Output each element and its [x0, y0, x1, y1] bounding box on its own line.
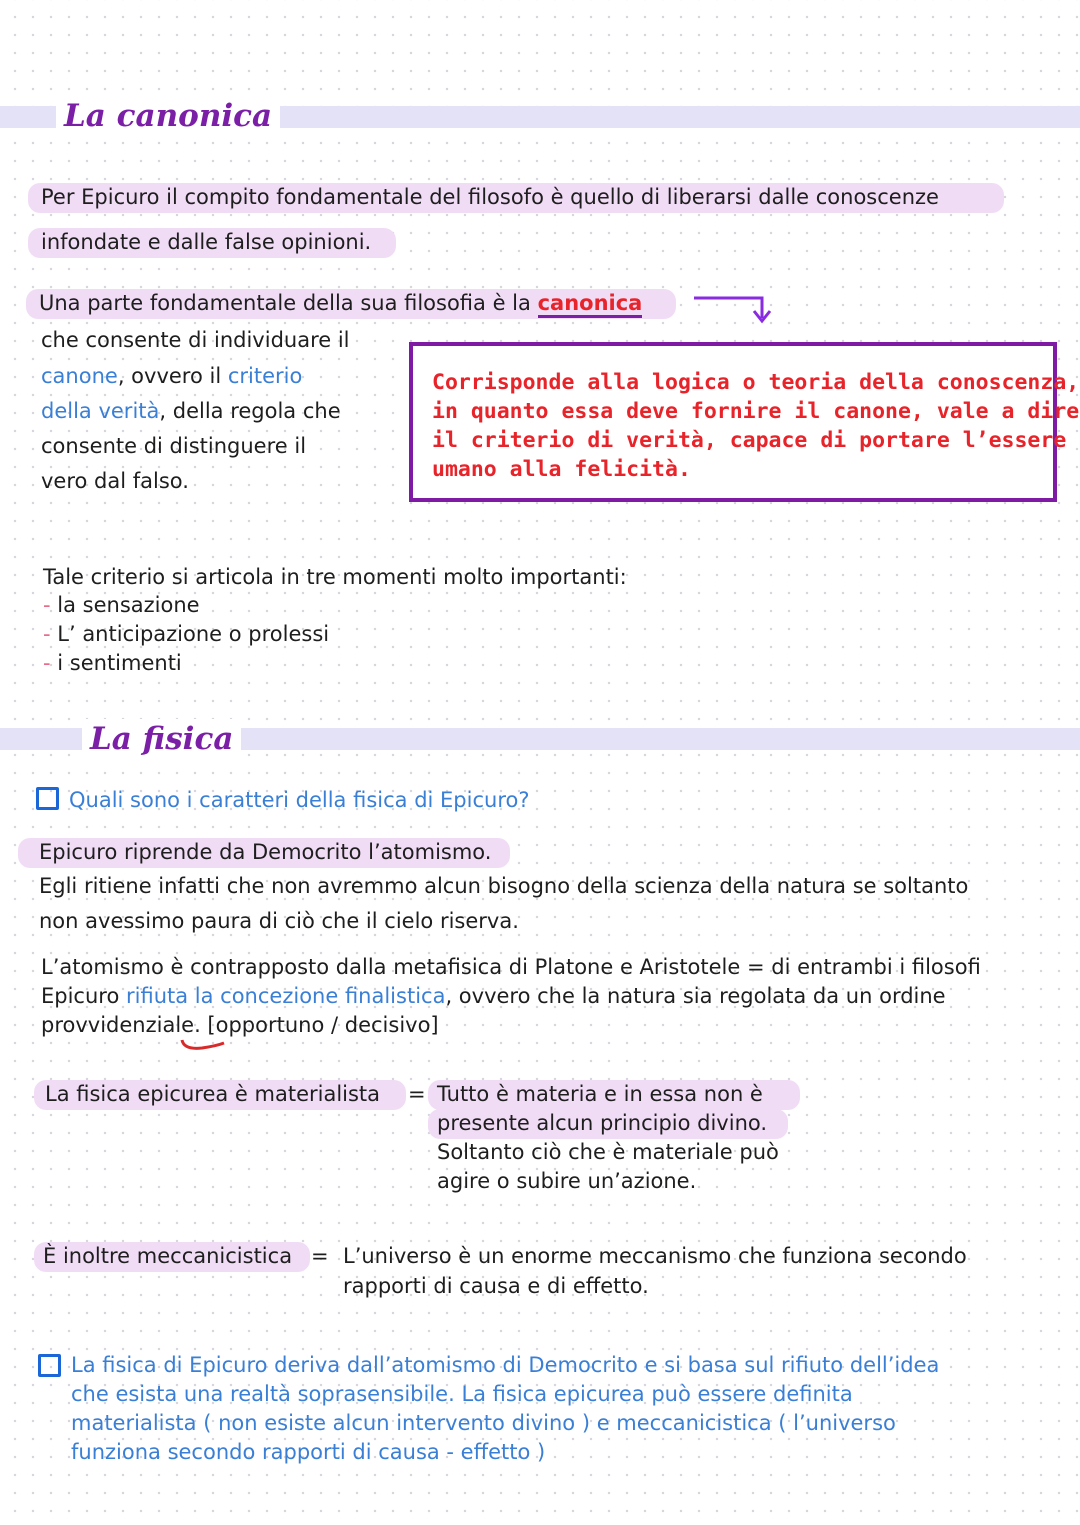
question-text: Quali sono i caratteri della fisica di Epicuro? — [69, 788, 530, 812]
section-title-canonica: La canonica — [56, 96, 280, 136]
p2-line-3: provvidenziale. [opportuno / decisivo] — [41, 1013, 439, 1037]
materialista-desc-2: presente alcun principio divino. — [437, 1111, 768, 1135]
arrow-icon — [690, 290, 780, 330]
criterio-word: criterio — [227, 364, 303, 388]
summary-line-4: funziona secondo rapporti di causa - effetto ) — [71, 1440, 546, 1464]
meccanicistica-desc-2: rapporti di causa e di effetto. — [343, 1274, 649, 1298]
materialista-eq: = — [408, 1082, 426, 1106]
moment-item: - i sentimenti — [43, 651, 182, 675]
curved-arrow-icon — [178, 1036, 230, 1054]
canonica-sentence — [39, 289, 642, 318]
checkbox-icon[interactable] — [38, 1354, 61, 1377]
ovvero-text: , ovvero il — [117, 364, 222, 388]
moment-item: - la sensazione — [43, 593, 200, 617]
canone-word: canone — [41, 364, 118, 388]
p2-epicuro: Epicuro — [41, 984, 120, 1008]
left-line-1: che consente di individuare il — [41, 328, 350, 352]
p1-line-3: non avessimo paura di ciò che il cielo riserva. — [39, 909, 519, 933]
materialista-desc-1: Tutto è materia e in essa non è — [437, 1082, 763, 1106]
moment-label: la sensazione — [57, 593, 200, 617]
criterio-intro: Tale criterio si articola in tre momenti molto importanti: — [43, 565, 627, 589]
verita-word: della verità — [41, 399, 160, 423]
p2-line-2 — [41, 982, 946, 1011]
box-line-3: il criterio di verità, capace di portare l’essere — [432, 428, 1067, 453]
section-title-fisica: La fisica — [82, 719, 241, 759]
box-line-2: in quanto essa deve fornire il canone, vale a dire — [432, 399, 1080, 424]
p1-highlight-text: Epicuro riprende da Democrito l’atomismo. — [39, 840, 492, 864]
moment-label: i sentimenti — [57, 651, 182, 675]
intro-line-1: Per Epicuro il compito fondamentale del filosofo è quello di liberarsi dalle conoscenze — [41, 185, 939, 209]
checkbox-icon[interactable] — [36, 787, 59, 810]
p1-line-2: Egli ritiene infatti che non avremmo alcun bisogno della scienza della natura se soltanto — [39, 874, 969, 898]
left-line-3 — [41, 397, 341, 426]
left-line-5: vero dal falso. — [41, 469, 189, 493]
summary-line-1: La fisica di Epicuro deriva dall’atomismo di Democrito e si basa sul rifiuto dell’idea — [71, 1353, 940, 1377]
left-line-4: consente di distinguere il — [41, 434, 307, 458]
canonica-prefix: Una parte fondamentale della sua filosofia è la — [39, 291, 531, 315]
canonica-definition-box — [409, 342, 1080, 502]
box-line-1: Corrisponde alla logica o teoria della conoscenza, — [432, 370, 1080, 395]
regola-text: , della regola che — [159, 399, 341, 423]
canonica-word: canonica — [538, 291, 643, 318]
p2-blue-phrase: rifiuta la concezione finalistica — [126, 984, 446, 1008]
meccanicistica-eq: = — [311, 1244, 329, 1268]
intro-line-2: infondate e dalle false opinioni. — [41, 230, 372, 254]
moment-label: L’ anticipazione o prolessi — [57, 622, 330, 646]
materialista-label: La fisica epicurea è materialista — [45, 1082, 381, 1106]
materialista-desc-4: agire o subire un’azione. — [437, 1169, 697, 1193]
summary-line-3: materialista ( non esiste alcun intervento divino ) e meccanicistica ( l’universo — [71, 1411, 896, 1435]
moment-item: - L’ anticipazione o prolessi — [43, 622, 330, 646]
p2-line-1: L’atomismo è contrapposto dalla metafisica di Platone e Aristotele = di entrambi i filosofi — [41, 955, 981, 979]
question-line — [36, 786, 529, 815]
p2-rest: , ovvero che la natura sia regolata da un ordine — [445, 984, 946, 1008]
summary-line-2: che esista una realtà soprasensibile. La fisica epicurea può essere definita — [71, 1382, 853, 1406]
left-line-2 — [41, 362, 302, 391]
meccanicistica-label: È inoltre meccanicistica — [43, 1244, 293, 1268]
materialista-desc-3: Soltanto ciò che è materiale può — [437, 1140, 779, 1164]
box-line-4: umano alla felicità. — [432, 457, 691, 482]
meccanicistica-desc-1: L’universo è un enorme meccanismo che funziona secondo — [343, 1244, 967, 1268]
